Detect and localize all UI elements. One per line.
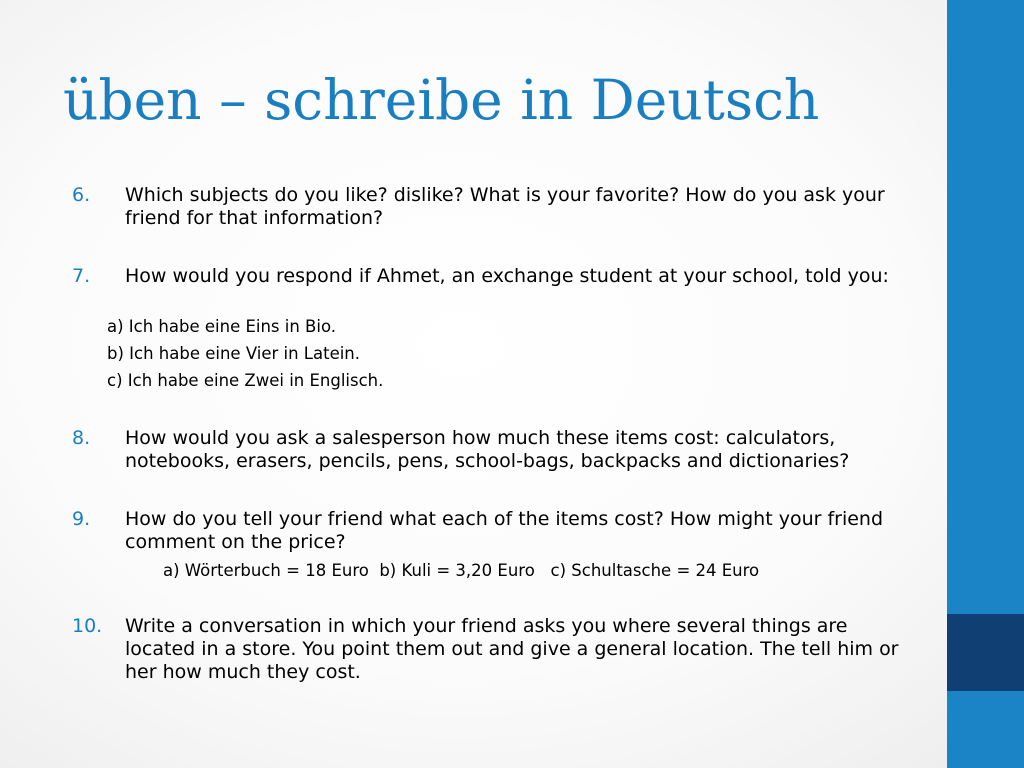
item-number: 9.: [72, 508, 91, 530]
sub-item: c) Ich habe eine Zwei in Englisch.: [107, 371, 384, 390]
item-number: 8.: [72, 427, 91, 449]
item-text: Which subjects do you like? dislike? What is your favorite? How do you ask your friend for that information?: [125, 184, 885, 229]
side-accent-block: [947, 614, 1024, 691]
item-number: 6.: [72, 184, 91, 206]
sub-item: b) Ich habe eine Vier in Latein.: [107, 344, 361, 363]
sub-item: a) Wörterbuch = 18 Euro b) Kuli = 3,20 Euro c) Schultasche = 24 Euro: [163, 561, 760, 580]
sub-item: a) Ich habe eine Eins in Bio.: [107, 317, 337, 336]
item-text: How do you tell your friend what each of the items cost? How might your friend comment on the price?: [125, 508, 884, 553]
item-text: How would you ask a salesperson how much these items cost: calculators, notebooks, erasers, pencils, pens, school-bags, backpacks and dictionaries?: [125, 427, 850, 472]
slide-title: üben – schreibe in Deutsch: [63, 68, 820, 132]
item-text: How would you respond if Ahmet, an exchange student at your school, told you:: [125, 265, 889, 287]
item-text: Write a conversation in which your friend asks you where several things are located in a store. You point them out and give a general location. The tell him or her how much they cost.: [125, 615, 899, 683]
item-number: 10.: [72, 615, 103, 637]
item-number: 7.: [72, 265, 91, 287]
